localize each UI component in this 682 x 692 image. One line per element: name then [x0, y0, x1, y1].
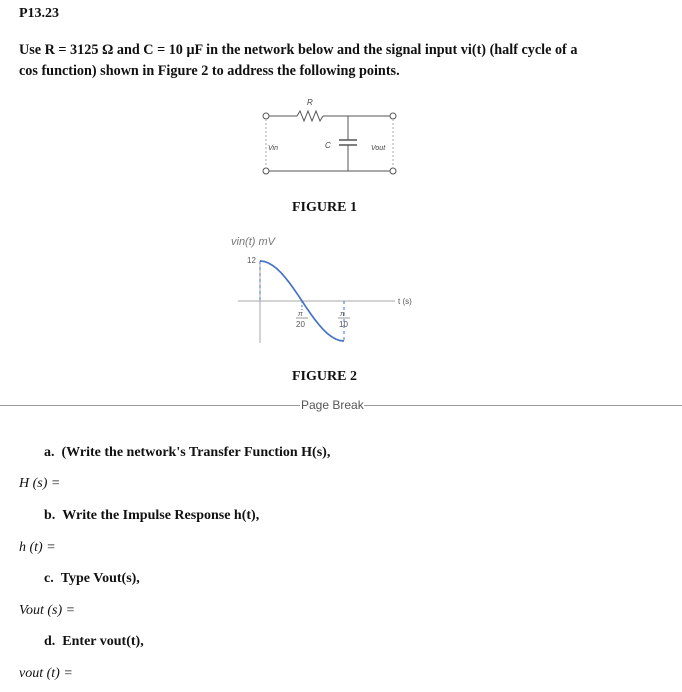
page-break-line-left	[0, 405, 300, 406]
question-c: c. Type Vout(s),	[44, 571, 140, 586]
question-d: d. Enter vout(t),	[44, 634, 144, 649]
chart-xtick-pi-10	[338, 311, 350, 329]
input-signal-chart	[220, 228, 430, 353]
problem-intro	[19, 40, 669, 82]
page-break-label: Page Break	[301, 398, 364, 412]
svg-text:π: π	[340, 311, 345, 318]
answer-a-label: H (s) =	[19, 476, 61, 491]
figure1-caption: FIGURE 1	[292, 200, 357, 215]
vin-label: Vin	[268, 145, 278, 152]
circuit-diagram	[255, 96, 405, 182]
answer-b-label: h (t) =	[19, 540, 56, 555]
svg-text:20: 20	[296, 320, 305, 329]
answer-c-label: Vout (s) =	[19, 603, 76, 618]
svg-text:10: 10	[339, 320, 348, 329]
intro-line-2: cos function) shown in Figure 2 to address the following points.	[19, 63, 400, 79]
answer-d-label: vout (t) =	[19, 666, 73, 681]
resistor-label: R	[307, 98, 313, 107]
intro-line-1: Use R = 3125 Ω and C = 10 μF in the network below and the signal input vi(t) (half cycle of a	[19, 42, 578, 58]
chart-ytick-12: 12	[247, 256, 256, 265]
chart-xlabel: t (s)	[398, 297, 412, 306]
page-break-line-right	[364, 405, 682, 406]
figure2-caption: FIGURE 2	[292, 369, 357, 384]
capacitor-label: C	[325, 141, 331, 150]
problem-title: P13.23	[19, 6, 60, 21]
chart-xtick-pi-20	[296, 311, 308, 329]
chart-ylabel: vin(t) mV	[231, 236, 275, 248]
question-a: a. (Write the network's Transfer Function H(s),	[44, 445, 331, 460]
vout-label: Vout	[371, 145, 386, 152]
question-b: b. Write the Impulse Response h(t),	[44, 508, 260, 523]
svg-text:π: π	[298, 311, 303, 318]
resistor-symbol	[297, 111, 323, 121]
